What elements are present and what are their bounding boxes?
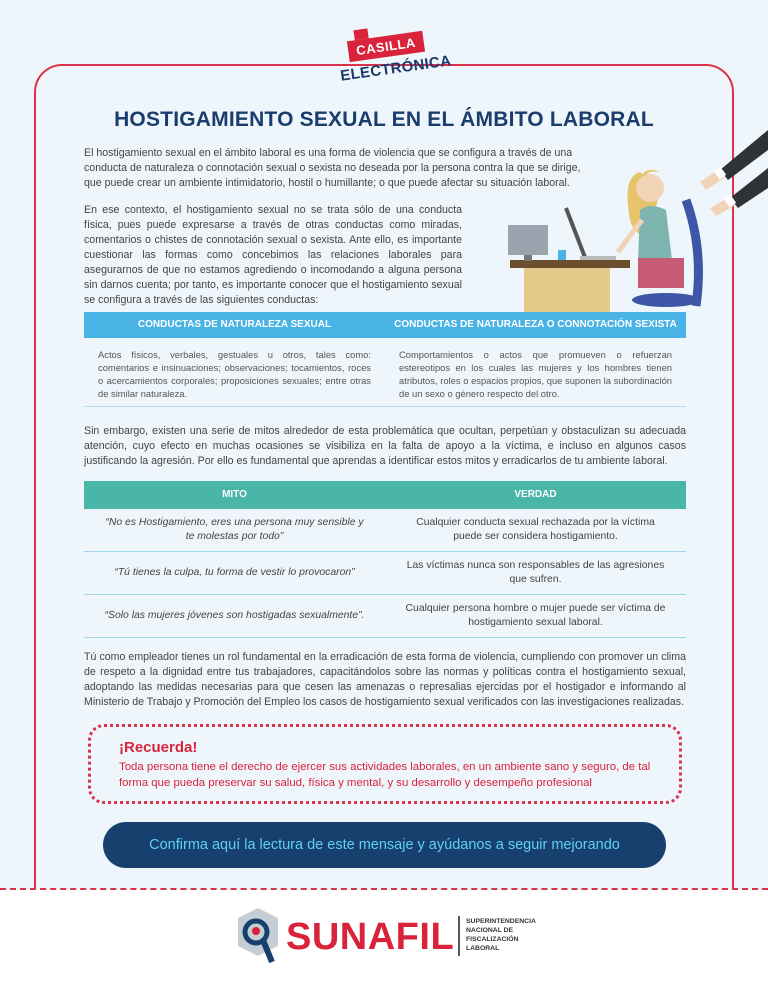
- cell-sexual-nature: Actos físicos, verbales, gestuales u otros, tales como: comentarios e insinuaciones; observaciones; tocamientos, roces o acercamientos corporales; proposiciones sexuales; entre otras de similar naturaleza.: [98, 349, 371, 399]
- confirm-reading-button[interactable]: Confirma aquí la lectura de este mensaje y ayúdanos a seguir mejorando: [103, 822, 666, 868]
- badge-line2: ELECTRÓNICA: [339, 52, 453, 85]
- logo-subtitle-line: NACIONAL DE: [466, 927, 514, 934]
- employer-role-paragraph: Tú como empleador tienes un rol fundamental en la erradicación de esta forma de violencia, cumpliendo con promover un clima de respeto a la dignidad entre tus trabajadores, capacitándolos sobre las normas y políticas contra el hostigamiento sexual, adoptando las medidas necesarias para que cesen las amenazas o represalias ejercidas por el hostigador e informando al Ministerio de Trabajo y Promoción del Empleo los casos de hostigamiento sexual verificados con las investigaciones realizadas.: [84, 651, 686, 708]
- logo-subtitle: [466, 917, 536, 953]
- logo-subtitle-line: FISCALIZACIÓN: [466, 936, 519, 943]
- myth-cell: “Tú tienes la culpa, tu forma de vestir lo provocaron”: [114, 567, 355, 578]
- intro-paragraph: El hostigamiento sexual en el ámbito laboral es una forma de violencia que se configura a través de una conducta de naturaleza o connotación sexual o sexista no deseada por la persona contra la que se dirige, que puede crear un ambiente intimidatorio, hostil o humillante; o que puede afectar su situación laboral.: [84, 147, 581, 189]
- cell-sexist-nature: Comportamientos o actos que promueven o refuerzan estereotipos en los cuales las mujeres y los hombres tienen atributos, roles o espacios propios, que suponen la subordinación de un sexo o género respecto del otro.: [399, 349, 672, 399]
- reminder-box: [88, 724, 682, 804]
- logo-wordmark: SUNAFIL: [286, 916, 455, 958]
- table-row: [84, 552, 686, 595]
- sunafil-logo: [236, 906, 536, 968]
- myth-table-header: [84, 481, 686, 509]
- truth-cell: Las víctimas nunca son responsables de las agresiones que sufren.: [406, 560, 665, 585]
- magnifier-logo-icon: [236, 906, 280, 968]
- reminder-title: ¡Recuerda!: [119, 739, 198, 756]
- truth-cell: Cualquier conducta sexual rechazada por la víctima puede ser considera hostigamiento.: [416, 517, 655, 542]
- myth-truth-table: [84, 481, 686, 638]
- myths-paragraph: Sin embargo, existen una serie de mitos alrededor de esta problemática que ocultan, perpetúan y obstaculizan su adecuada atención, cuyo efecto en muchas ocasiones se visibiliza en la falta de apoyo a la víctima, e incluso en algunos casos justificando la agresión. Por ello es fundamental que aprendas a identificar estos mitos y erradicarlos de tu ambiente laboral.: [84, 425, 686, 467]
- context-paragraph: En ese contexto, el hostigamiento sexual no se trata sólo de una conducta física, pues puede expresarse a través de otras conductas como miradas, comentarios o chistes de connotación sexual o sexista. Ante ello, es importante cuestionar las formas como concebimos las relaciones laborales para asegurarnos de que no estamos agrediendo o incomodando a alguna persona sin darnos cuenta; por tanto, es importante conocer que el hostigamiento sexual se configura a través de las siguientes conductas:: [84, 204, 462, 306]
- header-truth: VERDAD: [514, 489, 557, 500]
- reminder-body: Toda persona tiene el derecho de ejercer sus actividades laborales, en un ambiente sano y seguro, de tal forma que pueda preservar su salud, física y mental, y su desarrollo y desempeño profesional: [119, 761, 651, 789]
- conduct-table-row: [84, 338, 686, 407]
- truth-cell: Cualquier persona hombre o mujer puede ser víctima de hostigamiento sexual laboral.: [405, 603, 666, 628]
- page-title: HOSTIGAMIENTO SEXUAL EN EL ÁMBITO LABORAL: [114, 108, 654, 131]
- casilla-electronica-badge: [336, 16, 453, 92]
- logo-subtitle-line: SUPERINTENDENCIA: [466, 918, 536, 925]
- logo-subtitle-line: LABORAL: [466, 945, 500, 952]
- myth-cell: “No es Hostigamiento, eres una persona muy sensible y te molestas por todo”: [105, 517, 364, 542]
- badge-line1: CASILLA: [347, 31, 425, 62]
- header-sexual-nature: CONDUCTAS DE NATURALEZA SEXUAL: [137, 319, 332, 330]
- table-row: [84, 509, 686, 552]
- header-myth: MITO: [222, 489, 247, 500]
- header-sexist-nature: CONDUCTAS DE NATURALEZA O CONNOTACIÓN SEXISTA: [394, 319, 677, 330]
- myth-cell: “Solo las mujeres jóvenes son hostigadas sexualmente”.: [104, 610, 365, 621]
- conduct-types-table: [84, 312, 686, 407]
- logo-separator: [458, 916, 460, 956]
- table-row: [84, 595, 686, 638]
- conduct-table-header: [84, 312, 686, 338]
- office-harassment-illustration: [500, 110, 768, 320]
